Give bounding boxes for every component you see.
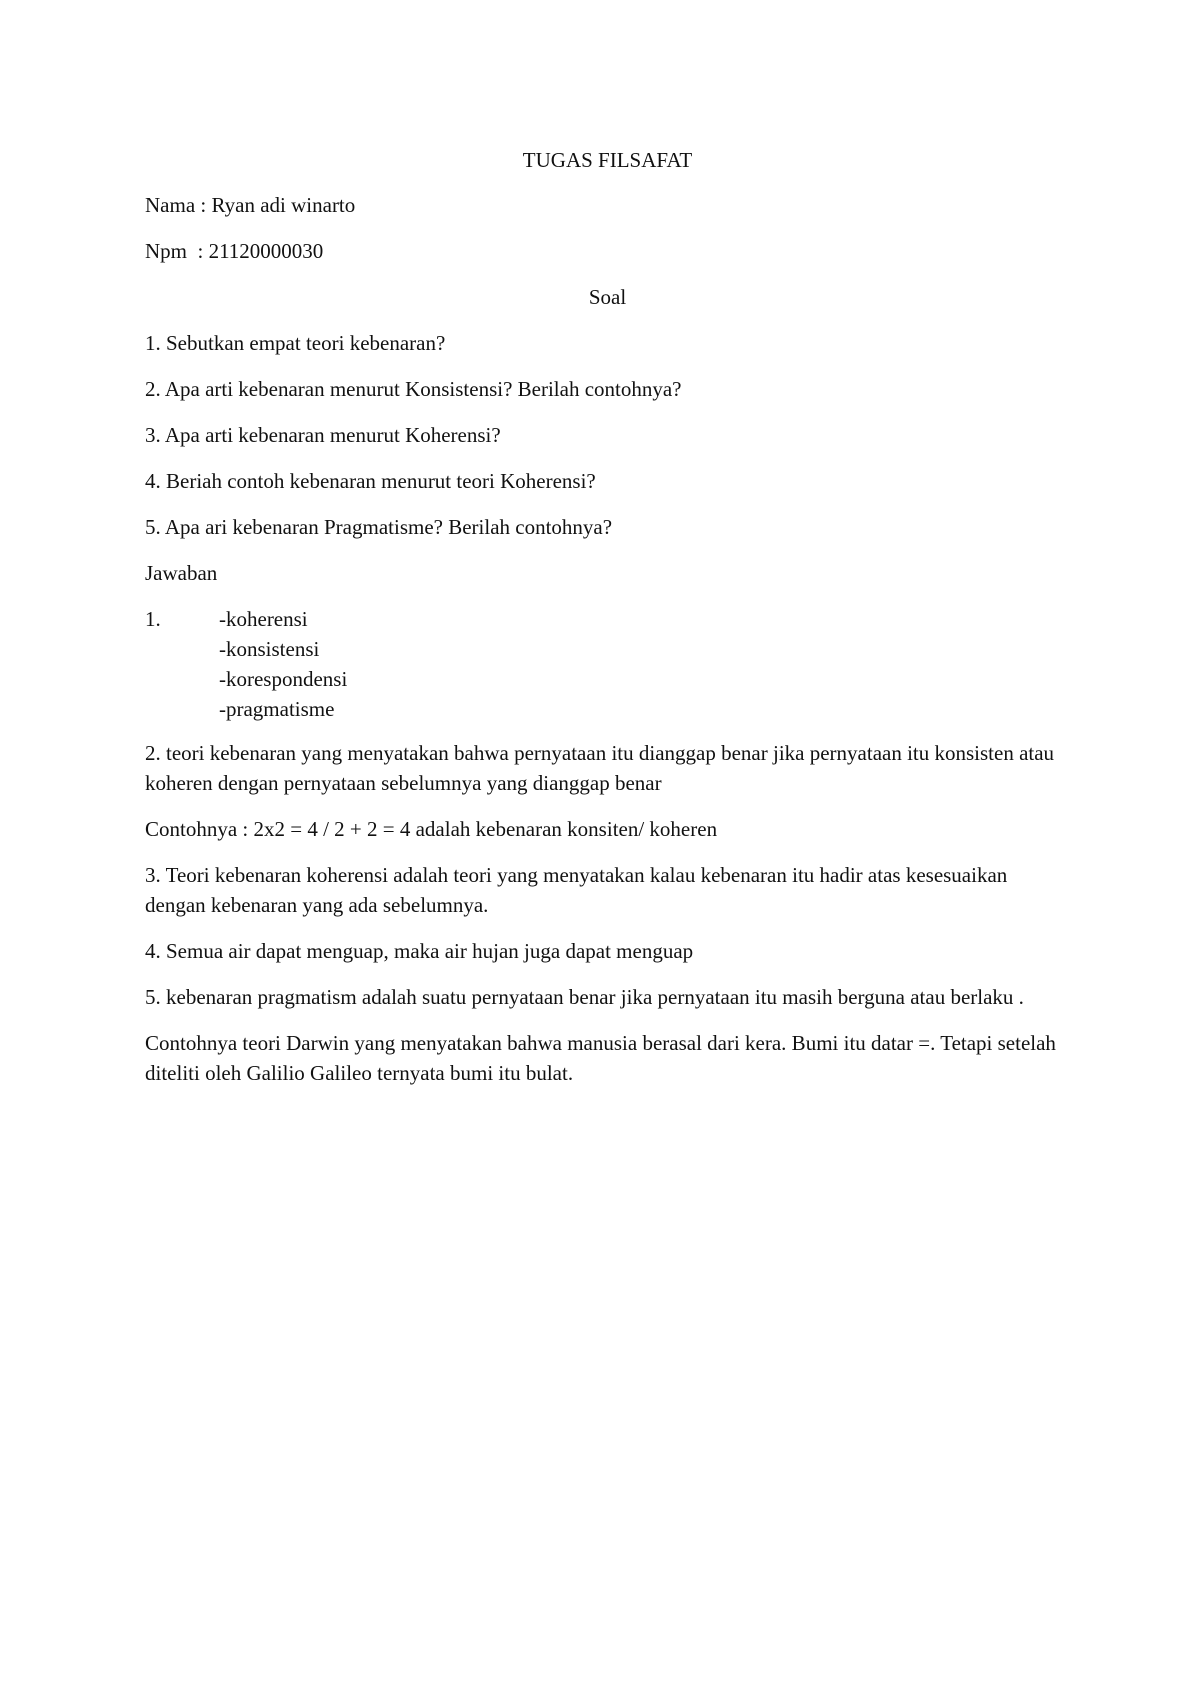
student-npm: Npm : 21120000030	[145, 239, 324, 263]
question-2: 2. Apa arti kebenaran menurut Konsistensi? Berilah contohnya?	[145, 377, 682, 401]
document-body	[145, 145, 1070, 1104]
question-5: 5. Apa ari kebenaran Pragmatisme? Berilah contohnya?	[145, 515, 613, 539]
answer-1-number: 1.	[145, 607, 161, 631]
answer-5: 5. kebenaran pragmatism adalah suatu pernyataan benar jika pernyataan itu masih berguna atau berlaku .	[145, 985, 1024, 1009]
answer-1-item: -korespondensi	[219, 667, 348, 691]
answer-3: 3. Teori kebenaran koherensi adalah teori yang menyatakan kalau kebenaran itu hadir atas kesesuaikan dengan kebenaran yang ada sebelumnya.	[145, 863, 1008, 917]
answer-1-item: -konsistensi	[219, 637, 320, 661]
student-name: Nama : Ryan adi winarto	[145, 193, 356, 217]
answer-1-list	[219, 604, 347, 724]
document-title: TUGAS FILSAFAT	[522, 148, 693, 172]
answer-5-example: Contohnya teori Darwin yang menyatakan bahwa manusia berasal dari kera. Bumi itu datar =. Tetapi setelah diteliti oleh Galilio Galileo ternyata bumi itu bulat.	[145, 1031, 1056, 1085]
jawaban-heading: Jawaban	[145, 561, 218, 585]
question-4: 4. Beriah contoh kebenaran menurut teori Koherensi?	[145, 469, 596, 493]
answer-4: 4. Semua air dapat menguap, maka air hujan juga dapat menguap	[145, 939, 694, 963]
answer-1-item: -pragmatisme	[219, 697, 335, 721]
answer-2-example: Contohnya : 2x2 = 4 / 2 + 2 = 4 adalah kebenaran konsiten/ koheren	[145, 817, 718, 841]
soal-heading: Soal	[588, 285, 627, 309]
answer-1-item: -koherensi	[219, 607, 308, 631]
question-1: 1. Sebutkan empat teori kebenaran?	[145, 331, 446, 355]
answer-1	[145, 604, 1070, 724]
answer-2: 2. teori kebenaran yang menyatakan bahwa pernyataan itu dianggap benar jika pernyataan itu konsisten atau koheren dengan pernyataan sebelumnya yang dianggap benar	[145, 741, 1055, 795]
question-3: 3. Apa arti kebenaran menurut Koherensi?	[145, 423, 501, 447]
